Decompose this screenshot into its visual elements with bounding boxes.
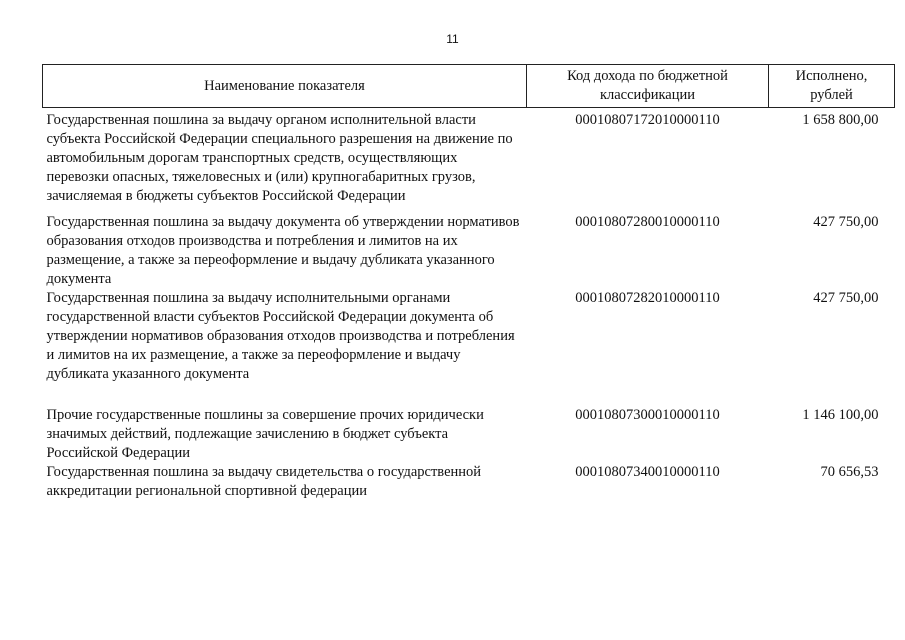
table-row	[43, 289, 895, 406]
budget-code: 00010807340010000110	[575, 464, 720, 480]
budget-code: 00010807172010000110	[575, 112, 720, 128]
table-row	[43, 213, 895, 289]
header-indicator-name: Наименование показателя	[43, 65, 527, 108]
executed-amount: 70 656,53	[820, 464, 879, 480]
indicator-name: Государственная пошлина за выдачу органом исполнительной власти субъекта Российской Федерации специального разрешения на движение по автомобильным дорогам транспортных средств, осуществляющих перевозки опасных, тяжеловесных и (или) крупногабаритных грузов, зачисляемая в бюджеты субъектов Российской Федерации	[46, 112, 513, 204]
executed-amount: 1 146 100,00	[802, 407, 879, 423]
executed-amount: 427 750,00	[813, 290, 879, 306]
revenue-table	[42, 64, 895, 501]
table-row	[43, 463, 895, 501]
header-executed-amount: Исполнено, рублей	[769, 65, 895, 108]
table-row	[43, 406, 895, 463]
header-row	[43, 65, 895, 108]
indicator-name: Государственная пошлина за выдачу исполнительными органами государственной власти субъектов Российской Федерации документа об утверждении нормативов образования отходов производства и потребления и лимитов на их размещение, а также за переоформление и выдачу дубликата указанного документа	[46, 290, 515, 382]
executed-amount: 427 750,00	[813, 214, 879, 230]
budget-code: 00010807282010000110	[575, 290, 720, 306]
budget-code: 00010807280010000110	[575, 214, 720, 230]
indicator-name: Прочие государственные пошлины за совершение прочих юридически значимых действий, подлежащие зачислению в бюджет субъекта Российской Федерации	[46, 407, 484, 461]
budget-code: 00010807300010000110	[575, 407, 720, 423]
header-budget-code: Код дохода по бюджетной классификации	[527, 65, 769, 108]
table-row	[43, 108, 895, 214]
executed-amount: 1 658 800,00	[802, 112, 879, 128]
page-number: 11	[446, 32, 459, 46]
table-body	[43, 108, 895, 502]
indicator-name: Государственная пошлина за выдачу документа об утверждении нормативов образования отходов производства и потребления и лимитов на их размещение, а также за переоформление и выдачу дубликата указанного документа	[46, 214, 520, 287]
indicator-name: Государственная пошлина за выдачу свидетельства о государственной аккредитации региональной спортивной федерации	[46, 464, 482, 499]
table-header	[43, 65, 895, 108]
